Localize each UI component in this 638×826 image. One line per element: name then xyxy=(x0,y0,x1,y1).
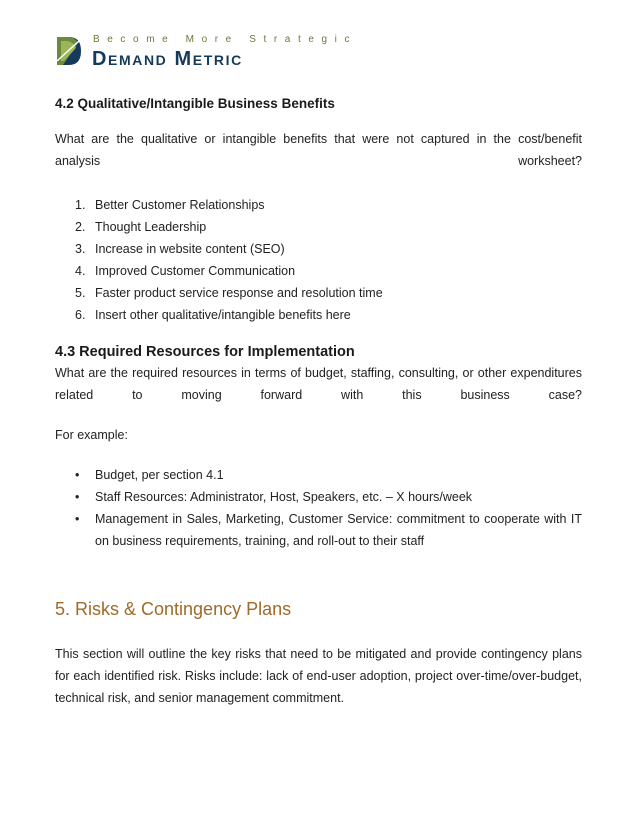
list-item: 1. Better Customer Relationships xyxy=(75,198,265,212)
demand-metric-logo xyxy=(55,34,358,70)
bullet-icon: • xyxy=(75,490,80,504)
benefits-list xyxy=(75,194,383,326)
list-item: 6. Insert other qualitative/intangible benefits here xyxy=(75,308,351,322)
list-item: • Management in Sales, Marketing, Customer Service: commitment to cooperate with IT on business requirements, training, and roll-out to their staff xyxy=(75,508,582,552)
list-item: 2. Thought Leadership xyxy=(75,220,207,234)
intro-4-3: What are the required resources in terms of budget, staffing, consulting, or other expenditures related to moving forward with this business case? xyxy=(55,366,582,402)
list-item: • Budget, per section 4.1 xyxy=(75,464,582,486)
heading-4-3: 4.3 Required Resources for Implementation xyxy=(55,344,355,360)
body-5: This section will outline the key risks that need to be mitigated and provide contingency plans for each identified risk. Risks include: lack of end-user adoption, project over-time/over-budget, technical risk, and senior management commitment. xyxy=(55,647,582,705)
example-label: For example: xyxy=(55,428,128,442)
logo-brand-name: Demand Metric xyxy=(92,48,243,70)
logo-tagline: Become More Strategic xyxy=(93,34,358,45)
list-item: 4. Improved Customer Communication xyxy=(75,264,296,278)
logo-mark-icon xyxy=(55,35,85,67)
heading-5: 5. Risks & Contingency Plans xyxy=(55,599,292,619)
heading-4-2: 4.2 Qualitative/Intangible Business Benefits xyxy=(55,96,335,111)
list-item: 3. Increase in website content (SEO) xyxy=(75,242,285,256)
list-item: 5. Faster product service response and resolution time xyxy=(75,286,383,300)
intro-4-2: What are the qualitative or intangible benefits that were not captured in the cost/benefit analysis worksheet? xyxy=(55,132,582,168)
bullet-icon: • xyxy=(75,468,80,482)
list-item: • Staff Resources: Administrator, Host, Speakers, etc. – X hours/week xyxy=(75,486,582,508)
resources-list xyxy=(75,464,582,552)
bullet-icon: • xyxy=(75,512,80,526)
